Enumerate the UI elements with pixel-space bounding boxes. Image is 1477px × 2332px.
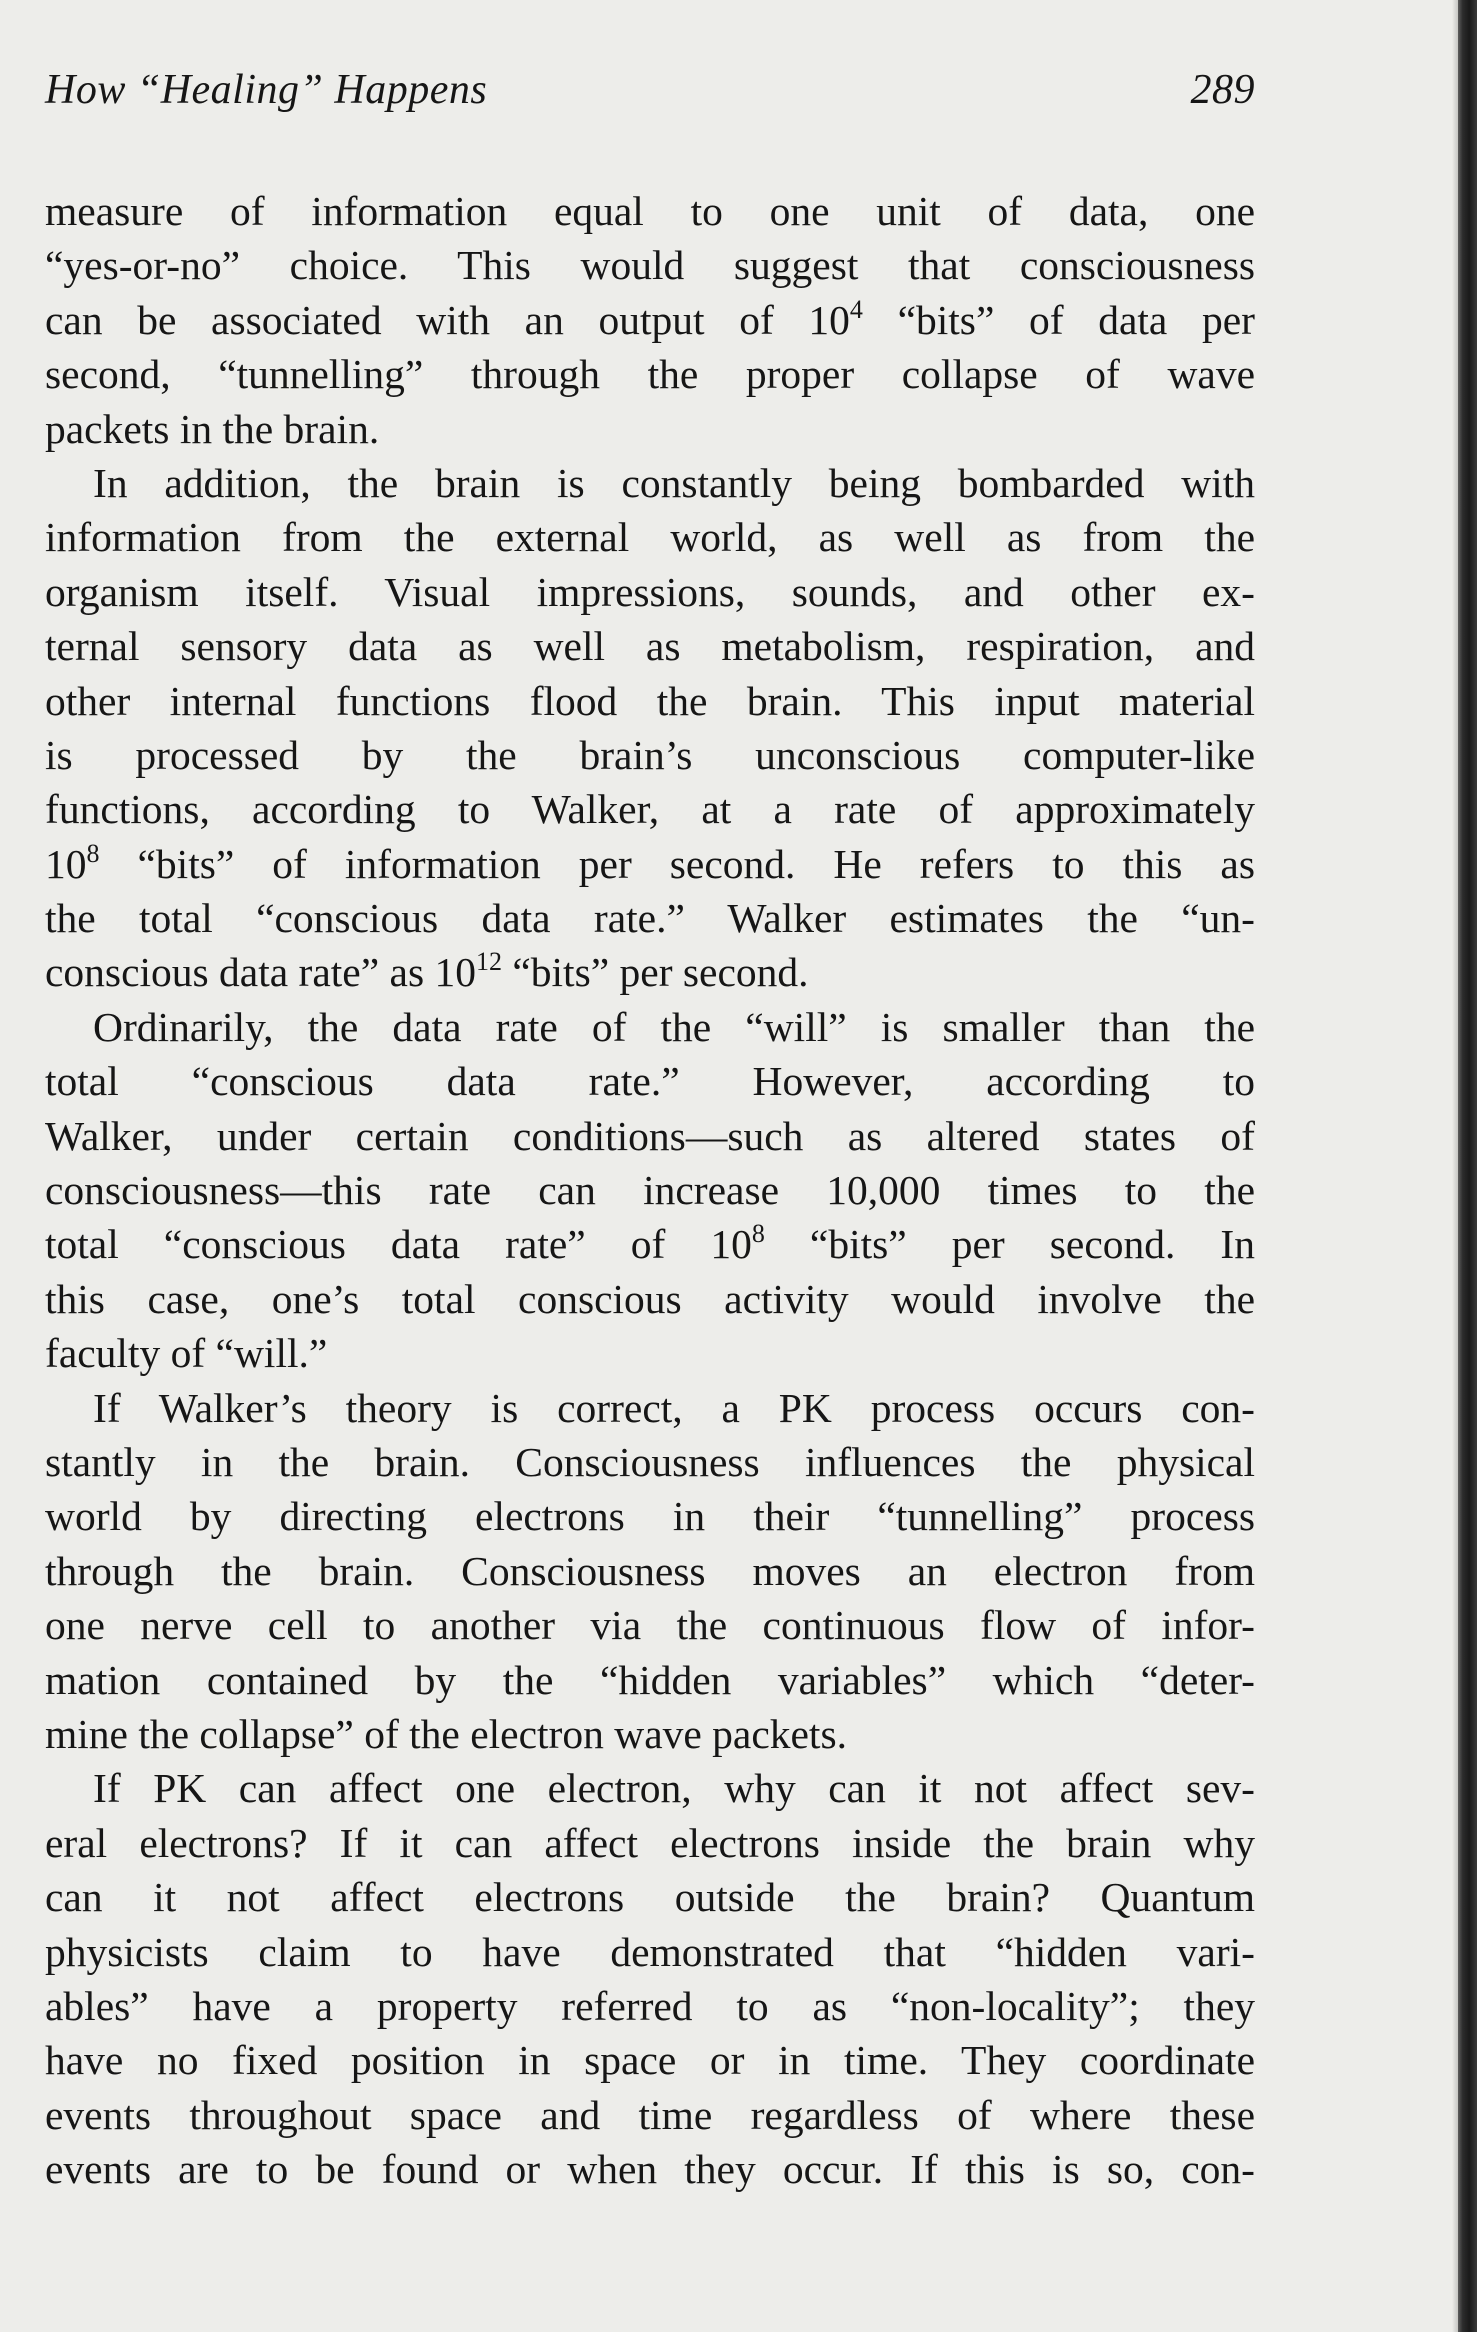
text-line: measure of information equal to one unit of data, one bbox=[45, 188, 1255, 234]
text-line: this case, one’s total conscious activity would involve the bbox=[45, 1275, 1255, 1322]
text-line: packets in the brain. bbox=[45, 405, 380, 452]
running-title: How “Healing” Happens bbox=[45, 67, 488, 113]
text-line: ables” have a property referred to as “non-locality”; they bbox=[45, 1982, 1255, 2029]
text-line: If PK can affect one electron, why can it not affect sev- bbox=[93, 1765, 1255, 1812]
text-line: eral electrons? If it can affect electrons inside the brain why bbox=[45, 1819, 1255, 1866]
running-head bbox=[45, 60, 1255, 120]
text-segment: can be associated with an output of 10 bbox=[45, 296, 850, 343]
text-segment: “bits” of information per second. He refers to this as bbox=[99, 840, 1255, 887]
page-number: 289 bbox=[1190, 67, 1255, 113]
superscript-exponent: 8 bbox=[86, 838, 100, 868]
text-line: is processed by the brain’s unconscious computer-like bbox=[45, 731, 1255, 778]
text-line: information from the external world, as well as from the bbox=[45, 514, 1255, 561]
text-line: Walker, under certain conditions—such as altered states of bbox=[45, 1112, 1255, 1159]
text-segment: total “conscious data rate” of 10 bbox=[45, 1221, 752, 1268]
text-segment: 10 bbox=[45, 840, 87, 887]
text-line: mation contained by the “hidden variables” which “deter- bbox=[45, 1656, 1255, 1703]
text-line bbox=[45, 837, 1255, 891]
text-line: ternal sensory data as well as metabolism, respiration, and bbox=[45, 623, 1255, 670]
superscript-exponent: 8 bbox=[751, 1219, 765, 1249]
text-line: consciousness—this rate can increase 10,000 times to the bbox=[45, 1167, 1255, 1214]
text-line: second, “tunnelling” through the proper collapse of wave bbox=[45, 351, 1255, 398]
text-line: events throughout space and time regardless of where these bbox=[45, 2091, 1255, 2138]
text-line: one nerve cell to another via the continuous flow of infor- bbox=[45, 1602, 1255, 1649]
body-text bbox=[45, 184, 1255, 2196]
superscript-exponent: 12 bbox=[475, 947, 502, 977]
text-line: functions, according to Walker, at a rate of approximately bbox=[45, 786, 1255, 833]
text-line: through the brain. Consciousness moves an electron from bbox=[45, 1547, 1255, 1594]
text-line: Ordinarily, the data rate of the “will” is smaller than the bbox=[93, 1003, 1255, 1050]
text-line: If Walker’s theory is correct, a PK process occurs con- bbox=[93, 1384, 1255, 1431]
text-line: faculty of “will.” bbox=[45, 1330, 328, 1377]
text-line bbox=[45, 293, 1255, 347]
text-line bbox=[45, 945, 1255, 999]
text-line: other internal functions flood the brain. This input material bbox=[45, 677, 1255, 724]
text-line: mine the collapse” of the electron wave packets. bbox=[45, 1710, 847, 1757]
text-line: “yes-or-no” choice. This would suggest that consciousness bbox=[45, 242, 1255, 289]
text-line: physicists claim to have demonstrated that “hidden vari- bbox=[45, 1928, 1255, 1975]
text-segment: “bits” of data per bbox=[862, 296, 1255, 343]
text-line: stantly in the brain. Consciousness influences the physical bbox=[45, 1438, 1255, 1485]
text-segment: conscious data rate” as 10 bbox=[45, 949, 476, 996]
text-line: In addition, the brain is constantly being bombarded with bbox=[93, 459, 1255, 506]
book-edge bbox=[1458, 0, 1477, 2332]
text-segment: “bits” per second. bbox=[501, 949, 809, 996]
text-line: world by directing electrons in their “tunnelling” process bbox=[45, 1493, 1255, 1540]
superscript-exponent: 4 bbox=[849, 294, 863, 324]
text-line: can it not affect electrons outside the brain? Quantum bbox=[45, 1874, 1255, 1921]
text-line: events are to be found or when they occur. If this is so, con- bbox=[45, 2146, 1255, 2193]
text-segment: “bits” per second. In bbox=[764, 1221, 1255, 1268]
text-line bbox=[45, 1217, 1255, 1271]
text-line: organism itself. Visual impressions, sounds, and other ex- bbox=[45, 568, 1255, 615]
text-line: total “conscious data rate.” However, according to bbox=[45, 1058, 1255, 1105]
text-line: have no fixed position in space or in time. They coordinate bbox=[45, 2037, 1255, 2084]
text-line: the total “conscious data rate.” Walker estimates the “un- bbox=[45, 895, 1255, 942]
